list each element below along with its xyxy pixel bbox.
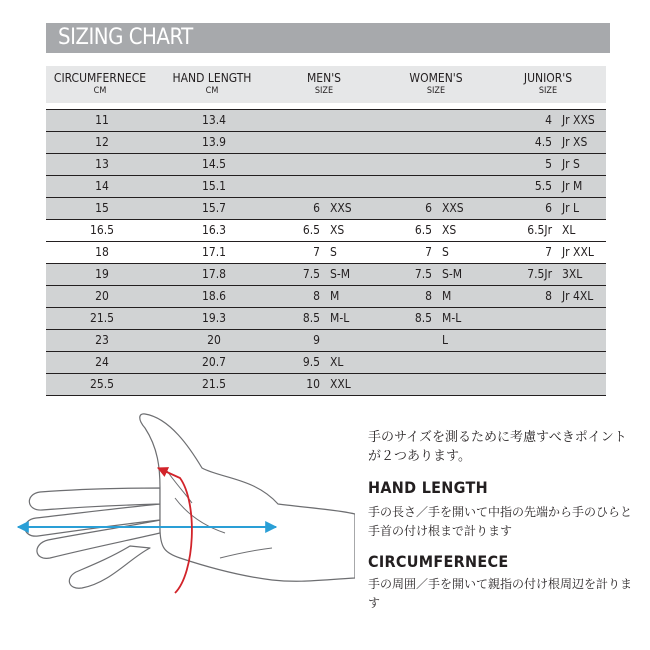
hand-illustration	[10, 408, 355, 608]
table-row	[46, 109, 606, 132]
mens-size-cell: 8.5 M-L	[270, 308, 382, 330]
table-row	[46, 198, 606, 220]
juniors-size-cell	[494, 308, 606, 330]
juniors-size-cell	[494, 330, 606, 352]
juniors-size-cell: 6 Jr L	[494, 198, 606, 220]
womens-size-cell	[382, 352, 494, 374]
womens-size-cell: 7.5 S-M	[382, 264, 494, 286]
mens-size-cell	[270, 176, 382, 198]
hand-length-cell: 15.7	[158, 198, 270, 220]
header-hand-length: HAND LENGTH CM	[158, 66, 270, 103]
womens-size-cell: 8 M	[382, 286, 494, 308]
womens-size-cell	[382, 132, 494, 154]
table-row	[46, 352, 606, 374]
circumference-title: CIRCUMFERNECE	[368, 552, 509, 571]
circumference-text: 手の周囲／手を開いて親指の付け根周辺を計ります	[368, 577, 633, 610]
page-title: SIZING CHART	[46, 23, 610, 53]
juniors-size-cell: 7 Jr XXL	[494, 242, 606, 264]
hand-length-cell: 18.6	[158, 286, 270, 308]
juniors-size-cell: 4.5 Jr XS	[494, 132, 606, 154]
womens-size-cell: 7 S	[382, 242, 494, 264]
hand-length-cell: 20.7	[158, 352, 270, 374]
mens-size-cell: 10 XXL	[270, 374, 382, 396]
circumference-cell: 18	[46, 242, 158, 264]
hand-length-title: HAND LENGTH	[368, 478, 488, 497]
circumference-cell: 12	[46, 132, 158, 154]
circumference-cell: 20	[46, 286, 158, 308]
mens-size-cell: 6 XXS	[270, 198, 382, 220]
header-circumference: CIRCUMFERNECE CM	[46, 66, 158, 103]
juniors-size-cell: 5 Jr S	[494, 154, 606, 176]
hand-length-cell: 20	[158, 330, 270, 352]
mens-size-cell: 9.5 XL	[270, 352, 382, 374]
circumference-cell: 11	[46, 109, 158, 132]
table-row	[46, 242, 606, 264]
juniors-size-cell: 7.5Jr 3XL	[494, 264, 606, 286]
hand-length-cell: 19.3	[158, 308, 270, 330]
womens-size-cell	[382, 109, 494, 132]
womens-size-cell: 6 XXS	[382, 198, 494, 220]
circumference-cell: 14	[46, 176, 158, 198]
sizing-table	[46, 66, 606, 396]
mens-size-cell: 7 S	[270, 242, 382, 264]
circumference-cell: 16.5	[46, 220, 158, 242]
juniors-size-cell: 8 Jr 4XL	[494, 286, 606, 308]
mens-size-cell	[270, 132, 382, 154]
table-row	[46, 308, 606, 330]
hand-length-cell: 16.3	[158, 220, 270, 242]
hand-length-cell: 13.4	[158, 109, 270, 132]
womens-size-cell	[382, 154, 494, 176]
table-row	[46, 374, 606, 396]
hand-length-cell: 13.9	[158, 132, 270, 154]
womens-size-cell	[382, 176, 494, 198]
hand-length-cell: 15.1	[158, 176, 270, 198]
juniors-size-cell	[494, 352, 606, 374]
circumference-cell: 23	[46, 330, 158, 352]
juniors-size-cell: 6.5Jr XL	[494, 220, 606, 242]
mens-size-cell: 6.5 XS	[270, 220, 382, 242]
juniors-size-cell: 5.5 Jr M	[494, 176, 606, 198]
header-womens-size: WOMEN'S SIZE	[382, 66, 494, 103]
table-row	[46, 264, 606, 286]
table-header-row	[46, 66, 606, 103]
womens-size-cell: 6.5 XS	[382, 220, 494, 242]
circumference-cell: 15	[46, 198, 158, 220]
circumference-cell: 13	[46, 154, 158, 176]
table-row	[46, 220, 606, 242]
table-row	[46, 176, 606, 198]
intro-text: 手のサイズを測るために考慮すべきポイントが２つあります。	[368, 430, 627, 464]
womens-size-cell: L	[382, 330, 494, 352]
mens-size-cell	[270, 109, 382, 132]
hand-length-cell: 17.8	[158, 264, 270, 286]
hand-length-cell: 21.5	[158, 374, 270, 396]
circumference-cell: 19	[46, 264, 158, 286]
table-row	[46, 286, 606, 308]
circumference-cell: 25.5	[46, 374, 158, 396]
mens-size-cell: 8 M	[270, 286, 382, 308]
table-row	[46, 154, 606, 176]
circumference-cell: 24	[46, 352, 158, 374]
hand-length-cell: 17.1	[158, 242, 270, 264]
table-row	[46, 330, 606, 352]
juniors-size-cell	[494, 374, 606, 396]
header-juniors-size: JUNIOR'S SIZE	[494, 66, 606, 103]
circumference-cell: 21.5	[46, 308, 158, 330]
mens-size-cell	[270, 154, 382, 176]
mens-size-cell: 7.5 S-M	[270, 264, 382, 286]
hand-length-cell: 14.5	[158, 154, 270, 176]
table-row	[46, 132, 606, 154]
juniors-size-cell: 4 Jr XXS	[494, 109, 606, 132]
header-mens-size: MEN'S SIZE	[270, 66, 382, 103]
womens-size-cell: 8.5 M-L	[382, 308, 494, 330]
hand-length-text: 手の長さ／手を開いて中指の先端から手のひらと手首の付け根まで計ります	[368, 505, 633, 538]
womens-size-cell	[382, 374, 494, 396]
mens-size-cell: 9	[270, 330, 382, 352]
